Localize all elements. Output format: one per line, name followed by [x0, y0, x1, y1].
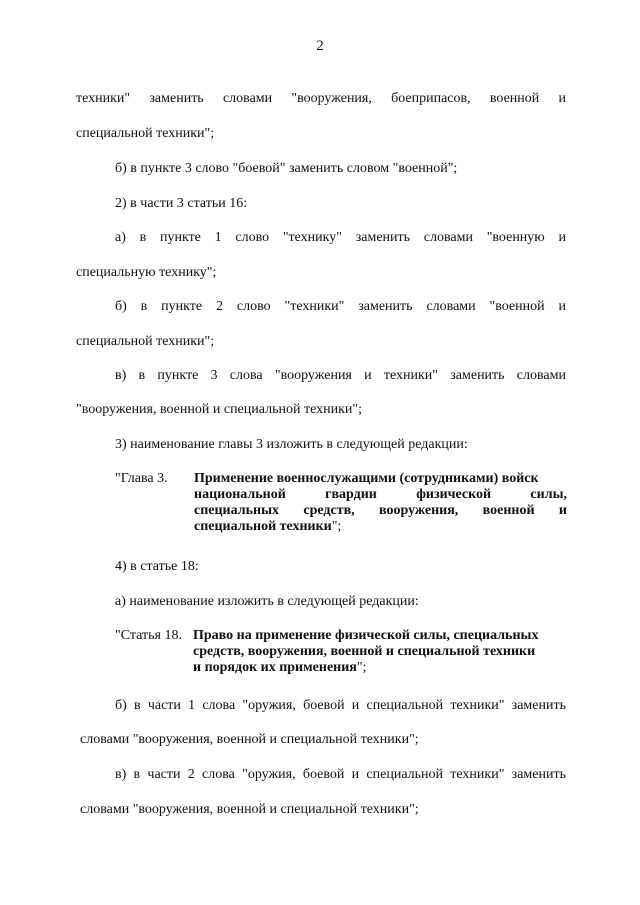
article-heading-label: "Статья 18.: [115, 628, 182, 643]
page-number: 2: [316, 38, 324, 54]
article-title-line: средств, вооружения, военной и специальной техники: [193, 644, 536, 659]
chapter-heading-title: [194, 471, 567, 535]
text-line-16: в) в части 2 слова "оружия, боевой и специальной техники" заменить: [115, 767, 566, 782]
text-line-15: словами "вооружения, военной и специальной техники";: [80, 732, 419, 747]
text-line-4: 2) в части 3 статьи 16:: [115, 196, 248, 211]
article-title-line: Право на применение физической силы, специальных: [193, 628, 539, 643]
text-line-11: 3) наименование главы 3 изложить в следующей редакции:: [115, 437, 468, 452]
article-heading-title: [193, 628, 567, 676]
article-heading-tail: ";: [356, 660, 367, 675]
chapter-title-line: специальной техники: [194, 519, 332, 534]
chapter-title-line: специальных средств, вооружения, военной и: [194, 503, 567, 518]
text-line-7: б) в пункте 2 слово "техники" заменить словами "военной и: [115, 299, 566, 314]
chapter-heading-tail: ";: [331, 519, 342, 534]
article-heading: [115, 628, 567, 680]
text-line-17: словами "вооружения, военной и специальной техники";: [80, 802, 419, 817]
chapter-title-line-last: [194, 519, 567, 535]
text-line-3: б) в пункте 3 слово "боевой" заменить словом "военной";: [115, 161, 458, 176]
text-line-13: а) наименование изложить в следующей редакции:: [115, 594, 419, 609]
article-title-line-last: [193, 660, 567, 676]
text-line-12: 4) в статье 18:: [115, 559, 199, 574]
chapter-title-line: национальной гвардии физической силы,: [194, 487, 567, 502]
text-line-10: "вооружения, военной и специальной техники";: [76, 402, 362, 417]
article-title-line: и порядок их применения: [193, 660, 357, 675]
chapter-title-line: Применение военнослужащими (сотрудниками) войск: [194, 471, 539, 486]
text-line-6: специальную технику";: [76, 265, 217, 280]
chapter-heading: [115, 471, 567, 541]
text-line-5: а) в пункте 1 слово "технику" заменить словами "военную и: [115, 230, 566, 245]
text-line-1: техники" заменить словами "вооружения, боеприпасов, военной и: [76, 91, 566, 106]
text-line-8: специальной техники";: [76, 334, 215, 349]
text-line-9: в) в пункте 3 слова "вооружения и техники" заменить словами: [115, 368, 566, 383]
text-line-2: специальной техники";: [76, 126, 215, 141]
chapter-heading-label: "Глава 3.: [115, 471, 168, 486]
text-line-14: б) в части 1 слова "оружия, боевой и специальной техники" заменить: [115, 698, 566, 713]
